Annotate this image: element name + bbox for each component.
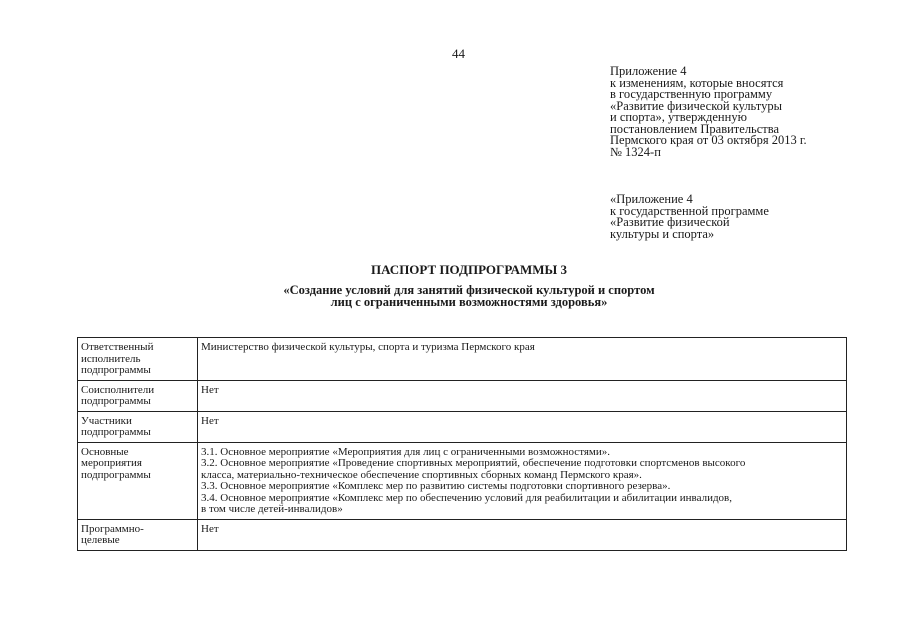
appendix-line: № 1324-п xyxy=(610,144,661,159)
row-value xyxy=(198,380,847,411)
label-line: Ответственный xyxy=(81,341,154,353)
label-line: Программно- xyxy=(81,522,144,535)
row-label xyxy=(78,380,198,411)
document-subtitle xyxy=(0,284,905,308)
row-value xyxy=(198,338,847,381)
value-line: 3.4. Основное мероприятие «Комплекс мер по обеспечению условий для реабилитации и абилитации инвалидов, xyxy=(201,491,732,504)
row-value xyxy=(198,519,847,550)
label-line: мероприятия xyxy=(81,457,142,469)
value-line: в том числе детей-инвалидов» xyxy=(201,503,343,515)
value-line: 3.3. Основное мероприятие «Комплекс мер по развитию системы подготовки спортивного резерва». xyxy=(201,480,671,492)
appendix-line: Пермского края от 03 октября 2013 г. xyxy=(610,133,807,147)
appendix-line: культуры и спорта» xyxy=(610,226,715,241)
appendix-note-changes xyxy=(610,66,900,158)
label-line: Основные xyxy=(81,445,129,458)
value-line: 3.2. Основное мероприятие «Проведение спортивных мероприятий, обеспечение подготовки спортсменов высокого xyxy=(201,457,746,469)
value-line: Нет xyxy=(201,414,219,427)
appendix-line: Приложение 4 xyxy=(610,64,687,78)
row-value xyxy=(198,442,847,519)
appendix-line: «Приложение 4 xyxy=(610,192,693,206)
row-label xyxy=(78,411,198,442)
document-title: ПАСПОРТ ПОДПРОГРАММЫ 3 xyxy=(370,262,568,277)
table-row xyxy=(78,380,847,411)
row-value xyxy=(198,411,847,442)
appendix-line: в государственную программу xyxy=(610,87,773,101)
appendix-line: «Развитие физической xyxy=(610,215,730,229)
subtitle-line: «Создание условий для занятий физической культурой и спортом xyxy=(283,283,655,297)
row-label xyxy=(78,338,198,381)
appendix-line: «Развитие физической культуры xyxy=(610,98,782,113)
label-line: Соисполнители xyxy=(81,383,155,396)
label-line: подпрограммы xyxy=(81,364,151,376)
value-line: Нет xyxy=(201,383,219,396)
label-line: Участники xyxy=(81,414,132,427)
value-line: 3.1. Основное мероприятие «Мероприятия для лиц с ограниченными возможностями». xyxy=(201,445,611,458)
table-row xyxy=(78,442,847,519)
appendix-line: к государственной программе xyxy=(610,203,769,218)
label-line: подпрограммы xyxy=(81,468,151,481)
row-label xyxy=(78,519,198,550)
table-row xyxy=(78,519,847,550)
label-line: подпрограммы xyxy=(81,395,151,407)
appendix-note-program xyxy=(610,194,900,240)
appendix-line: к изменениям, которые вносятся xyxy=(610,75,784,90)
value-line: Нет xyxy=(201,522,219,535)
row-label xyxy=(78,442,198,519)
label-line: подпрограммы xyxy=(81,426,151,438)
subtitle-line: лиц с ограниченными возможностями здоровья» xyxy=(330,295,608,309)
table-row xyxy=(78,338,847,381)
table-row xyxy=(78,411,847,442)
label-line: исполнитель xyxy=(81,352,141,365)
passport-table xyxy=(77,337,847,551)
page-number: 44 xyxy=(452,46,465,61)
appendix-line: постановлением Правительства xyxy=(610,121,780,136)
value-line: Министерство физической культуры, спорта и туризма Пермского края xyxy=(201,341,535,353)
label-line: целевые xyxy=(81,534,120,546)
appendix-line: и спорта», утвержденную xyxy=(610,110,747,124)
value-line: класса, материально-техническое обеспечение спортивных сборных команд Пермского края». xyxy=(201,468,642,481)
